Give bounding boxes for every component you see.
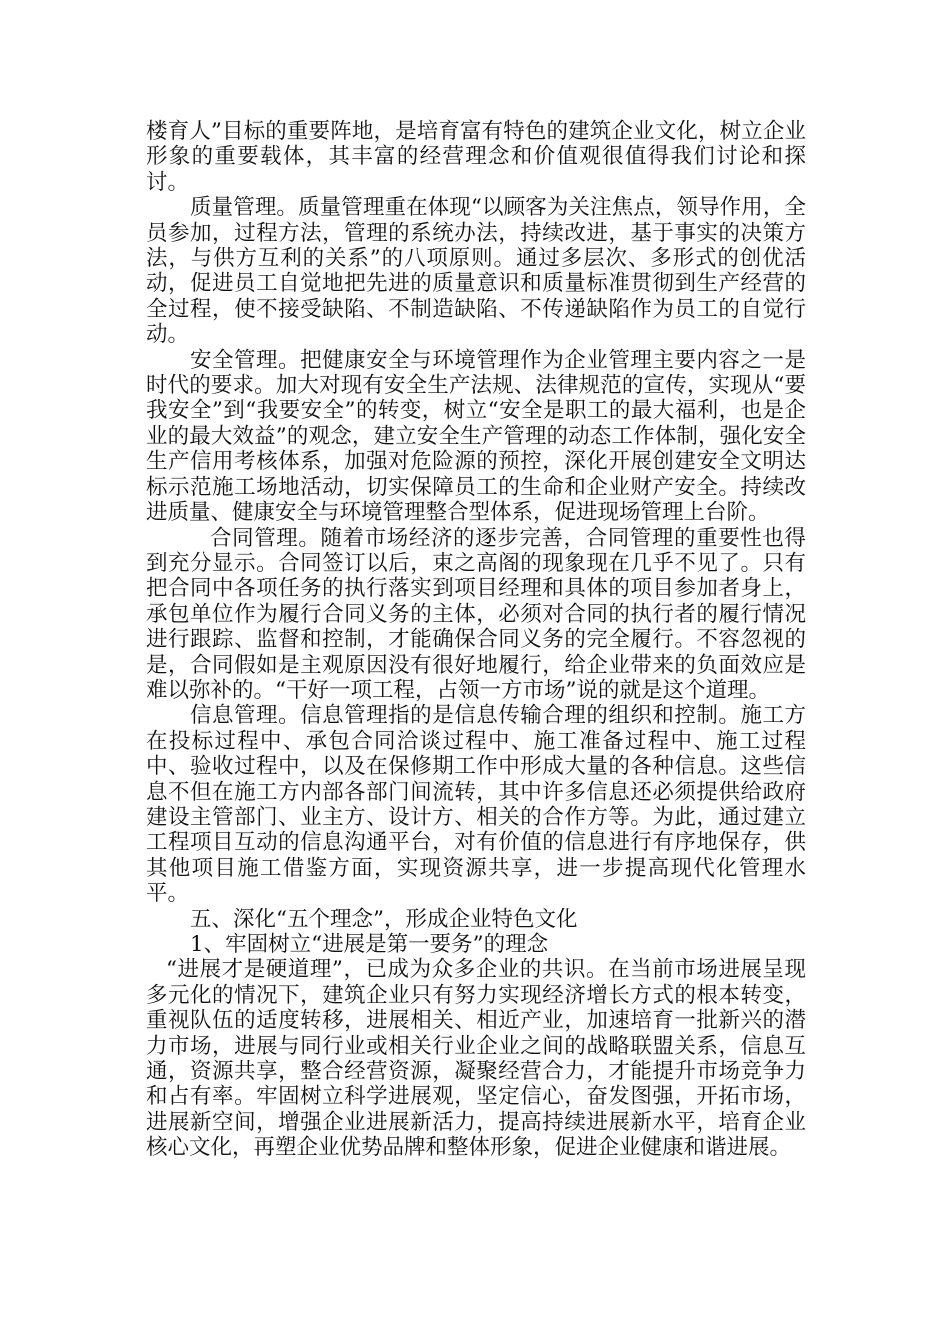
paragraph-development: “进展才是硬道理”，已成为众多企业的共识。在当前市场进展呈现多元化的情况下，建筑企业只有努力实现经济增长方式的根本转变，重视队伍的适度转移，进展相关、相近产业，加速培育一批新兴的潜力市场，进展与同行业或相关行业企业之间的战略联盟关系，信息互通，资源共享，整合经营资源，凝聚经营合力，才能提升市场竞争力和占有率。牢固树立科学进展观，坚定信心，奋发图强，开拓市场，进展新空间，增强企业进展新活力，提高持续进展新水平，培育企业核心文化，再塑企业优势品牌和整体形象，促进企业健康和谐进展。 [146,957,806,1161]
paragraph-safety-management: 安全管理。把健康安全与环境管理作为企业管理主要内容之一是时代的要求。加大对现有安全生产法规、法律规范的宣传，实现从“要我安全”到“我要安全”的转变，树立“安全是职工的最大福利，也是企业的最大效益”的观念，建立安全生产管理的动态工作体制，强化安全生产信用考核体系，加强对危险源的预控，深化开展创建安全文明达标示范施工场地活动，切实保障员工的生命和企业财产安全。持续改进质量、健康安全与环境管理整合型体系，促进现场管理上台阶。 [146,347,806,526]
document-body [146,119,806,1161]
paragraph-information-management: 信息管理。信息管理指的是信息传输合理的组织和控制。施工方在投标过程中、承包合同洽谈过程中、施工准备过程中、施工过程中、验收过程中，以及在保修期工作中形成大量的各种信息。这些信息不但在施工方内部各部门间流转，其中许多信息还必须提供给政府建设主管部门、业主方、设计方、相关的合作方等。为此，通过建立工程项目互动的信息沟通平台，对有价值的信息进行有序地保存，供其他项目施工借鉴方面，实现资源共享，进一步提高现代化管理水平。 [146,703,806,907]
paragraph-contract-management: 合同管理。随着市场经济的逐步完善，合同管理的重要性也得到充分显示。合同签订以后，束之高阁的现象现在几乎不见了。只有把合同中各项任务的执行落实到项目经理和具体的项目参加者身上，承包单位作为履行合同义务的主体，必须对合同的执行者的履行情况进行跟踪、监督和控制，才能确保合同义务的完全履行。不容忽视的是，合同假如是主观原因没有很好地履行，给企业带来的负面效应是难以弥补的。“干好一项工程，占领一方市场”说的就是这个道理。 [146,525,806,703]
subsection-heading-development: 1、牢固树立“进展是第一要务”的理念 [190,932,549,957]
paragraph-continuation: 楼育人”目标的重要阵地，是培育富有特色的建筑企业文化，树立企业形象的重要载体，其丰富的经营理念和价值观很值得我们讨论和探讨。 [146,119,806,195]
section-heading-five-concepts: 五、深化“五个理念”，形成企业特色文化 [190,906,578,932]
paragraph-quality-management: 质量管理。质量管理重在体现“以顾客为关注焦点，领导作用，全员参加，过程方法，管理的系统办法，持续改进，基于事实的决策方法，与供方互利的关系”的八项原则。通过多层次、多形式的创优活动，促进员工自觉地把先进的质量意识和质量标准贯彻到生产经营的全过程，使不接受缺陷、不制造缺陷、不传递缺陷作为员工的自觉行动。 [146,195,806,348]
